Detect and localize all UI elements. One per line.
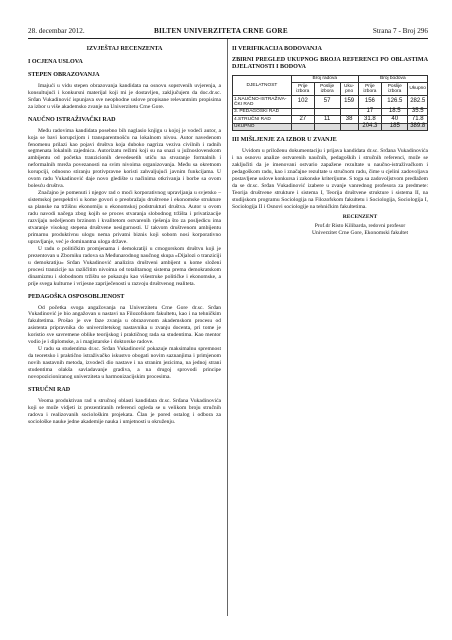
cell: 156 bbox=[358, 96, 382, 109]
cell bbox=[340, 123, 358, 130]
th-group-points: Broj bodova bbox=[358, 75, 427, 82]
subheading-pedagogy: PEDAGOŠKA OSPOSOBLJENOST bbox=[28, 293, 125, 300]
th-total-refs: Uku-pno bbox=[340, 83, 358, 96]
points-table bbox=[232, 75, 428, 131]
subheading-research: NAUČNO ISTRAŽIVAČKI RAD bbox=[28, 116, 116, 123]
cell: 389.8 bbox=[408, 123, 428, 130]
cell bbox=[291, 108, 314, 115]
reviewer-signature-block bbox=[232, 214, 428, 237]
paragraph-pedagogy-2: U radu sa studentima dr.sc. Srđan Vukadinović pokazuje maksimalnu spremnost da teoretsko i praktično istraživačko iskustvo obogati novim saznanjima i primjenom novih nastavnih metoda, izvodeći dio nastave i na stranim jezicima, na jednoj strani studentima olakša savladavanje gradiva, a na drugoj sprovodi principe novopozicioniranog univerziteta u harmonizacijskim procesima. bbox=[28, 346, 221, 381]
th-before-pts: Prije izbora bbox=[358, 83, 382, 96]
cell: 282.5 bbox=[408, 96, 428, 109]
row-label: UKUPNO bbox=[233, 123, 292, 130]
cell bbox=[340, 108, 358, 115]
table-row bbox=[233, 108, 428, 115]
row-label: 4.STRUČNI RAD bbox=[233, 116, 292, 123]
cell: 40 bbox=[382, 116, 408, 123]
page-header bbox=[28, 26, 428, 38]
row-label: 1.NAUČNO-ISTRAŽIVA-ČKI RAD bbox=[233, 96, 292, 109]
reviewer-title: RECENZENT bbox=[342, 213, 378, 220]
cell: 102 bbox=[291, 96, 314, 109]
document-page bbox=[28, 26, 428, 616]
cell: 185 bbox=[382, 123, 408, 130]
table-row bbox=[233, 96, 428, 109]
reviewer-institution: Univerzitet Crne Gore, Ekonomski fakultet bbox=[312, 229, 408, 236]
paragraph-research-1: Među radovima kandidata posebno bih naglasio knjigu u kojoj je vodeći autor, a koja se bavi korupcijom i transparentnošću na lokalnom nivou. Autor navedenom fenomenu prilazi kao pojavi društva koja duboko nagriza veziva civilnih i radnih segmenata lokalnih zajednica. Autorizatu režimi koji su na snazi u južnoslovenskom ambijentu od početka tranzicionih devedesetih utiču na stvaranje formalnih i neformalnih mreža povezanosti na svim nivoima organizovanja. Među sa okretnom korupciji, odnosno stiranju protivpravne koristi zahvaljujući javnim funkcijama. U ovom radu Vukadinović daje novo gledište u načinima otkrivanja i borbe sa ovom bolesću društva. bbox=[28, 127, 221, 190]
header-date: 28. decembar 2012. bbox=[28, 27, 85, 35]
th-after: Poslije izbora bbox=[314, 83, 340, 96]
subheading-education: STEPEN OBRAZOVANJA bbox=[28, 71, 100, 78]
subheading-professional: STRUČNI RAD bbox=[28, 386, 71, 393]
paragraph-education: Imajući u vidu stepen obrazovanja kandidata na osnovu sopstvenih uvjerenja, a konsultujući i konkursni materijal koji mi je dostavljen, zaključujem da doc.dr.sc. Srđan Vukadinović ispunjava sve neophodne uslove propisane relevantnim propisima za izbor u više akademsko zvanje na Univerzitetu Crne Gore. bbox=[28, 82, 221, 110]
header-title: BILTEN UNIVERZITETA CRNE GORE bbox=[154, 27, 288, 35]
table-row bbox=[233, 116, 428, 123]
column-divider bbox=[227, 39, 228, 616]
report-title: IZVJEŠTAJ RECENZENTA bbox=[86, 46, 163, 52]
left-column bbox=[28, 43, 221, 426]
cell: 17 bbox=[358, 108, 382, 115]
header-page-number: Strana 7 - Broj 296 bbox=[372, 27, 428, 35]
cell: 71.8 bbox=[408, 116, 428, 123]
cell bbox=[291, 123, 314, 130]
header-rule bbox=[28, 38, 428, 39]
th-group-refs: Broj radova bbox=[291, 75, 358, 82]
section-heading-verification: II VERIFIKACIJA BODOVANJA bbox=[232, 46, 322, 52]
cell bbox=[314, 108, 340, 115]
reviewer-name: Prof.dr Risto Kilibarda, redovni profesor bbox=[314, 222, 406, 229]
cell bbox=[314, 123, 340, 130]
right-column bbox=[232, 43, 428, 237]
cell: 31.8 bbox=[358, 116, 382, 123]
row-label: 3. PEDAGOŠKI RAD bbox=[233, 108, 292, 115]
th-total-pts: Ukupno bbox=[408, 83, 428, 96]
section-heading-opinion: III MIŠLJENJE ZA IZBOR U ZVANJE bbox=[232, 137, 337, 144]
cell: 11 bbox=[314, 116, 340, 123]
cell: 57 bbox=[314, 96, 340, 109]
cell: 18.5 bbox=[382, 108, 408, 115]
cell: 204.3 bbox=[358, 123, 382, 130]
cell: 159 bbox=[340, 96, 358, 109]
cell: 27 bbox=[291, 116, 314, 123]
table-row-total bbox=[233, 123, 428, 130]
th-before: Prije izbora bbox=[291, 83, 314, 96]
cell: 126.5 bbox=[382, 96, 408, 109]
th-activity: DJELATNOST bbox=[233, 75, 292, 95]
paragraph-professional: Veoma produktivan rad u stručnoj oblasti kandidata dr.sc. Srđana Vukadinovića koji se može vidjeti iz prezentiranih referenci ogleda se u velikom broju stručnih radova i realizovanih sociološkim projekata. Član je pored ostalog i odbora za sociološke nauke jedne akademije nauka i umjetnosti u okruženju. bbox=[28, 397, 221, 425]
table-caption: ZBIRNI PREGLED UKUPNOG BROJA REFERENCI PO OBLASTIMA DJELATNOSTI I BODOVA bbox=[232, 56, 428, 70]
cell: 38 bbox=[340, 116, 358, 123]
cell: 35.5 bbox=[408, 108, 428, 115]
paragraph-research-2: Značajno je pomenuti i njegov rad o moći korporativnog upravljanja u svjetsko – sistemskoj perspektivi u kome govori o preobražaju društvene i ekonomske strukture sa planske na tržišnu ekonomiju u ekonomskoj podstrukturi društva. Autor u ovom radu navodi načega zbog kojih se proces stvaranja slobodnog tržišta i privatizacije razvijaju neželjenom brzinom i kvalitetom ostvarenih rješenja što za posljedicu ima stvaranje visokog stepena društvene nesigurnosti. U takvom društvenom ambijentu primarnu produktivnu ulogu nema privatni biznis koji sobom nosi korporativno upravljanje, već je dominantna uloga države. bbox=[28, 190, 221, 245]
paragraph-pedagogy-1: Od početka svoga angažovanja na Univerzitetu Crne Gore dr.sc. Srđan Vukadinović je bio angažovan u nastavi na Filozofskom fakultetu, kao i na tehničkim fakultetima. Prošao je sve faze zvanja u obrazovnom akademskom procesu od asistenta pripravnika do univerzitetskog nastavnika u zvanju docenta, pri tome je koristio sve savremene oblike teorijskog i praktičnog rada sa studentima. Kao mentor vodio je i diplomske, a i magistarske i doktorske radove. bbox=[28, 304, 221, 346]
paragraph-opinion: Uvidom u priloženu dokumentaciju i prijava kandidata dr.sc. Srđana Vukadinovića i na osnovu analize ostvarenih naučnih, pedagoških i stručnih referenci, može se zaključiti da je imenovani ostvario zapažene rezultate u naučno-istraživačkom i pedagoškom radu, kao i značajne rezultate u stručnom radu, čime u cjelini zadovoljava postavljene uslove konkursa i zakonske kriterijume. S toga sa zadovoljstvom predlažem da se dr.sc. Srđan Vukadinović izabere u zvanje vanrednog profesora za predmete: Teorija društvene strukture i sistema I, Teorija društvene strukture i sistema II, na studijskom programu Sociologija na Filozofskom fakultetu i Sociologija, Sociologija I, Sociologija II i Osnovi sociologije na tehničkim fakultetima. bbox=[232, 148, 428, 210]
paragraph-research-3: U radu o političkim promjenama i demokratiji u crnogorskom društvu koji je prezentovan u Zborniku radova sa Međunarodnog naučnog skupa »Dijalozi o tranziciji u demokratiju« Srđan Vukadinović analizira društveni ambijent u kome složeni procesi tranzicije na različitim nivoima od totalitarnog sistema prema demokratskom dinamizmu i slobodnom tržištu se pokazuju kao višestruke političke i ekonomske, a prije svega kulturne i vrijesne zapriječenosti u razvoju društvenog realiteta. bbox=[28, 245, 221, 287]
section-heading-conditions: I OCJENA USLOVA bbox=[28, 58, 83, 65]
th-after-pts: Poslije izbora bbox=[382, 83, 408, 96]
